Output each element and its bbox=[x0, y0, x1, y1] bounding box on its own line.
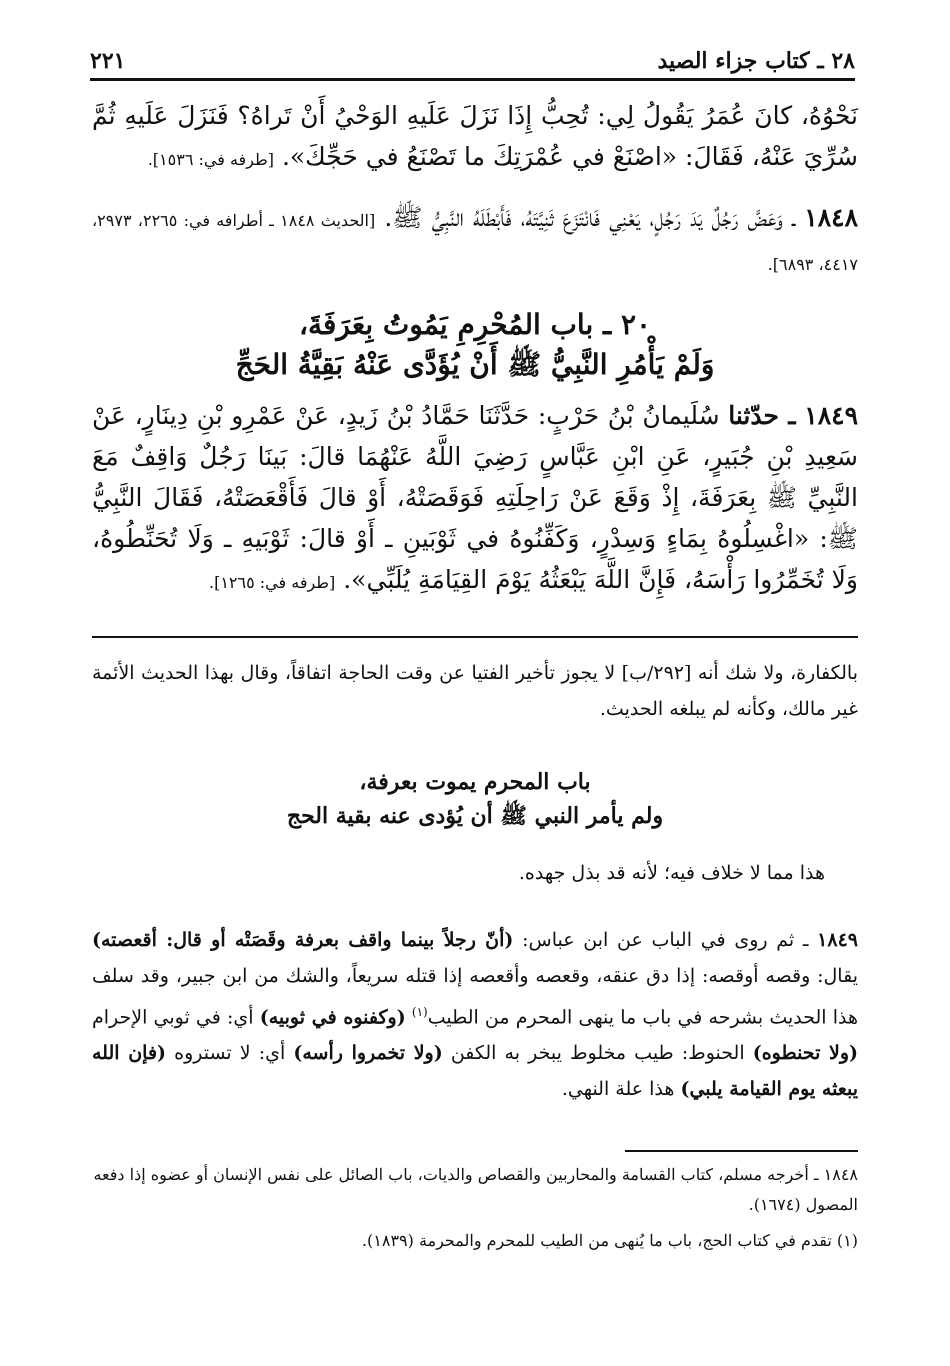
page-header bbox=[90, 30, 855, 81]
chapter-heading bbox=[92, 305, 858, 385]
footnote: (١) تقدم في كتاب الحج، باب ما يُنهى من الطيب للمحرم والمحرمة (١٨٣٩). bbox=[361, 1231, 858, 1250]
hadith-1848 bbox=[92, 197, 858, 285]
hadith-number: ١٨٤٩ bbox=[817, 929, 858, 951]
footnote: ١٨٤٨ ـ أخرجه مسلم، كتاب القسامة والمحاربين والقصاص والديات، باب الصائل على نفس الإنسان أو عضوه إذا دفعه المصول (١٦٧٤). bbox=[93, 1165, 858, 1214]
hadith-1847-continuation bbox=[92, 95, 858, 180]
commentary-intro-text: هذا مما لا خلاف فيه؛ لأنه قد بذل جهده. bbox=[518, 862, 825, 884]
footnote-marker[interactable]: (١) bbox=[411, 1005, 428, 1019]
page-number: ٢٢١ bbox=[90, 48, 126, 74]
commentary-1849 bbox=[92, 922, 858, 1107]
commentary-text: أي: في ثوبي الإحرام bbox=[92, 1006, 254, 1029]
hadith-quote: (أنّ رجلاً بينما واقف بعرفة وقَصَتْه أو قال: أقعصته) bbox=[92, 929, 514, 951]
hadith-text: سُلَيمانُ بْنُ حَرْبٍ: حَدَّثَنَا حَمَّادُ بْنُ زَيدٍ، عَنْ عَمْرِو بْنِ دِينَارٍ، عَنْ سَعِيدِ بْنِ جُبَيرٍ، عَنِ ابْنِ عَبَّاسٍ رَضِيَ اللَّهُ عَنْهُمَا قالَ: بَينَا رَجُلٌ وَاقِفٌ مَعَ النَّبِيِّ ﷺ بِعَرَفَةَ، إِذْ وَقَعَ عَنْ رَاحِلَتِهِ فَوَقَصَتْهُ، أَوْ قالَ فَأَقْعَصَتْهُ، فَقَالَ النَّبِيُّ ﷺ: «اغْسِلُوهُ بِمَاءٍ وَسِدْرٍ، وَكَفِّنُوهُ في ثَوْبَينِ ـ أَوْ قالَ: ثَوْبَيهِ ـ وَلَا تُحَنِّطُوهُ، وَلَا تُخَمِّرُوا رَأْسَهُ، فَإِنَّ اللَّهَ يَبْعَثُهُ يَوْمَ القِيَامَةِ يُلَبِّي». bbox=[92, 401, 858, 594]
hadith-reference: [طرفه في: ١٥٣٦]. bbox=[147, 150, 274, 169]
commentary-heading bbox=[92, 765, 858, 833]
hadith-reference: [طرفه في: ١٢٦٥]. bbox=[209, 573, 336, 592]
chapter-heading-line2: وَلَمْ يَأْمُرِ النَّبِيُّ ﷺ أَنْ يُؤَدَّى عَنْهُ بَقِيَّةُ الحَجِّ bbox=[235, 348, 715, 381]
hadith-quote: (وكفنوه في ثوبيه) bbox=[259, 1006, 406, 1029]
chapter-heading-line1: ٢٠ ـ باب المُحْرِمِ يَمُوتُ بِعَرَفَةَ، bbox=[298, 308, 652, 341]
footnote-divider bbox=[625, 1150, 858, 1152]
hadith-text: نَحْوُهُ، كانَ عُمَرُ يَقُولُ لِي: تُحِبُّ إِذَا نَزَلَ عَلَيهِ الوَحْيُ أَنْ تَراهُ؟ فَنَزَلَ عَلَيهِ ثُمَّ سُرِّيَ عَنْهُ، فَقَالَ: «اصْنَعْ في عُمْرَتِكَ ما تَصْنَعُ في حَجِّكَ». bbox=[92, 101, 858, 171]
chapter-title: ٢٨ ـ كتاب جزاء الصيد bbox=[657, 48, 855, 74]
hadith-1849 bbox=[92, 395, 858, 603]
hadith-quote: (فإن الله يبعثه يوم القيامة يلبي) bbox=[92, 1042, 858, 1101]
commentary-heading-line1: باب المحرم يموت بعرفة، bbox=[359, 769, 591, 795]
footnotes bbox=[92, 1160, 858, 1256]
hadith-reference: [الحديث ١٨٤٨ ـ أطرافه في: ٢٢٦٥، ٢٩٧٣، ٤٤١٧، ٦٨٩٣]. bbox=[92, 211, 858, 274]
hadith-text: ـ وَعَضَّ رَجُلٌ يَدَ رَجُلٍ، يَعْنِي فَانْتَزَعَ ثَنِيَّتَهُ، فَأَبْطَلَهُ النَّبِيُّ ﷺ. bbox=[384, 203, 796, 232]
commentary-text: الحنوط: طيب مخلوط يبخر به الكفن bbox=[450, 1042, 745, 1065]
hadith-quote: (ولا تحنطوه) bbox=[752, 1042, 859, 1065]
hadith-number: ١٨٤٩ bbox=[804, 401, 858, 430]
hadith-number: ١٨٤٨ bbox=[804, 203, 858, 232]
commentary-text: هذا علة النهي. bbox=[561, 1078, 675, 1101]
section-divider bbox=[92, 636, 858, 638]
commentary-heading-line2: ولم يأمر النبي ﷺ أن يُؤدى عنه بقية الحج bbox=[286, 803, 664, 829]
commentary-text: بالكفارة، ولا شك أنه [٢٩٢/ب] لا يجوز تأخير الفتيا عن وقت الحاجة اتفاقاً، وقال بهذا الحديث الأئمة غير مالك، وكأنه لم يبلغه الحديث. bbox=[92, 662, 858, 720]
commentary-intro bbox=[92, 855, 825, 891]
commentary-text: ـ ثم روى في الباب عن ابن عباس: bbox=[522, 929, 809, 951]
commentary-text: يقال: وقصه أوقصه: إذا دق عنقه، وقعصه وأقعصه إذا قتله سريعاً، والشك من ابن جبير، وقد سلف هذا الحديث بشرحه في باب ما ينهى المحرم من الطيب bbox=[92, 965, 858, 1029]
hadith-lead: ـ حدّثنا bbox=[728, 401, 796, 430]
commentary-text: أي: لا تستروه bbox=[174, 1042, 286, 1065]
commentary-top bbox=[92, 655, 858, 727]
hadith-quote: (ولا تخمروا رأسه) bbox=[293, 1042, 443, 1065]
